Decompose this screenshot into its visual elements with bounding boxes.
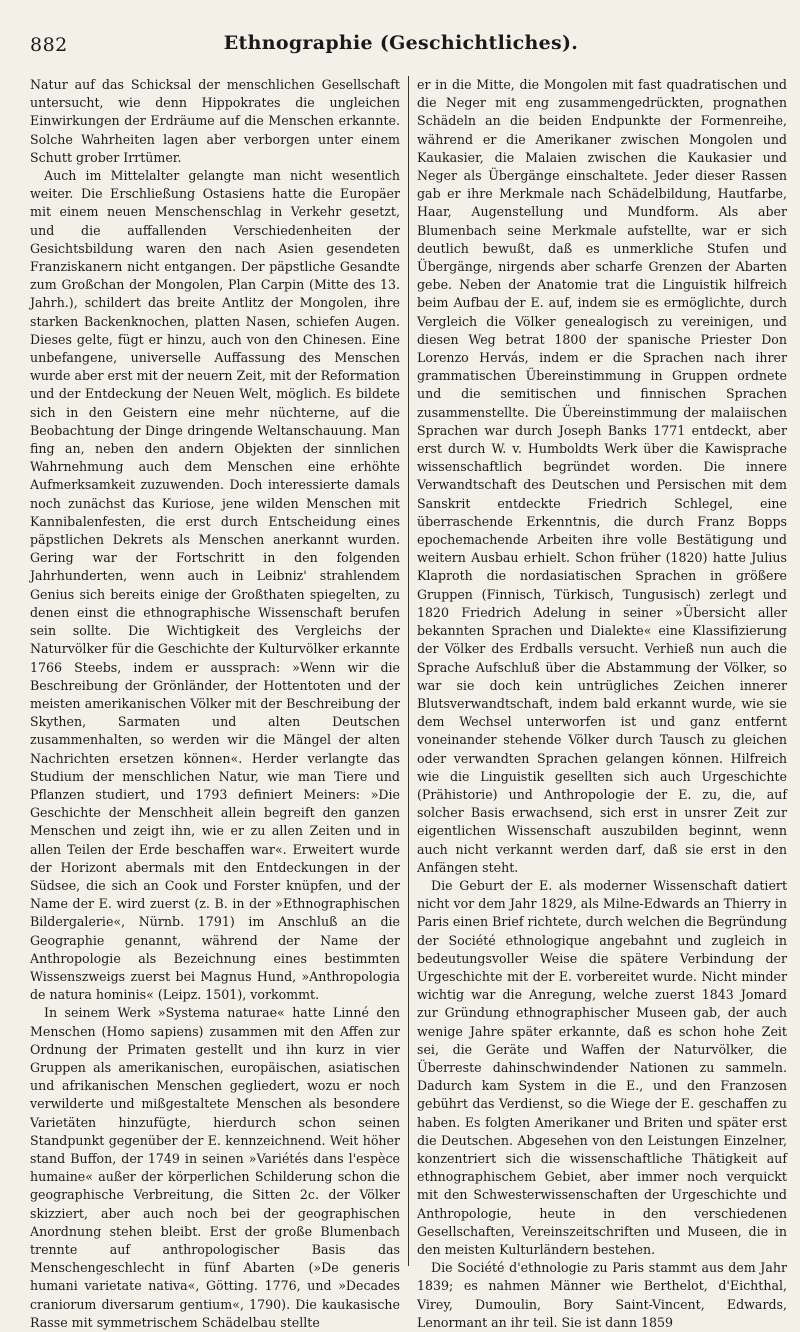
paragraph: Die Geburt der E. als moderner Wissenschaft datiert nicht vor dem Jahr 1829, als Milne-Edwards an Thierry in Paris einen Brief richtete, durch welchen die Begründung der Société ethnologique angebahnt und zugleich in bedeutungsvoller Weise die spätere Verbindung der Urgeschichte mit der E. vorbereitet wurde. Nicht minder wichtig war die Anregung, welche zuerst 1843 Jomard zur Gründung ethnographischer Museen gab, der auch wenige Jahre später erkannte, daß es schon hohe Zeit sei, die Geräte und Waffen der Naturvölker, die Überreste dahinschwindender Nationen zu sammeln. Dadurch kam System in die E., und den Franzosen gebührt das Verdienst, so die Wiege der E. geschaffen zu haben. Es folgten Amerikaner und Briten und später erst die Deutschen. Abgesehen von den Leistungen Einzelner, konzentriert sich die wissenschaftliche Thätigkeit auf ethnographischem Gebiet, aber immer noch verquickt mit den Schwesterwissenschaften der Urgeschichte und Anthropologie, heute in den verschiedenen Gesellschaften, Vereinszeitschriften und Museen, die in den meisten Kulturländern bestehen. [417, 877, 788, 1257]
paragraph: Die Société d'ethnologie zu Paris stammt aus dem Jahr 1839; es nahmen Männer wie Berthelot, d'Eichthal, Virey, Dumoulin, Bory Saint-Vincent, Edwards, Lenormant an ihr teil. Sie ist dann 1859 [417, 1260, 787, 1330]
paragraph: Natur auf das Schicksal der menschlichen Gesellschaft untersucht, wie denn Hippokrates die ungleichen Einwirkungen der Erdräume auf die Menschen erkannte. Solche Wahrheiten lagen aber verborgen unter einem Schutt grober Irrtümer. [30, 77, 400, 165]
paragraph: Auch im Mittelalter gelangte man nicht wesentlich weiter. Die Erschließung Ostasiens hatte die Europäer mit einem neuen Menschenschlag in Verkehr gesetzt, und die auffallenden Verschiedenheiten der Gesichtsbildung waren den nach Asien gesendeten Franziskanern nicht entgangen. Der päpstliche Gesandte zum Großchan der Mongolen, Plan Carpin (Mitte des 13. Jahrh.), schildert das breite Antlitz der Mongolen, ihre starken Backenknochen, platten Nasen, schiefen Augen. Dieses gelte, fügt er hinzu, auch von den Chinesen. Eine unbefangene, universelle Auffassung des Menschen wurde aber erst mit der neuern Zeit, mit der Reformation und der Entdeckung der Neuen Welt, möglich. Es bildete sich in den Geistern eine mehr nüchterne, auf die Beobachtung der Dinge dringende Weltanschauung. Man fing an, neben den andern Objekten der sinnlichen Wahrnehmung auch dem Menschen eine erhöhte Aufmerksamkeit zuzuwenden. Doch interessierte damals noch zunächst das Kuriose, jene wilden Menschen mit Kannibalenfesten, die erst durch Entscheidung eines päpstlichen Dekrets als Menschen anerkannt wurden. Gering war der Fortschritt in den folgenden Jahrhunderten, wenn auch in Leibniz' strahlendem Genius sich bereits einige der Großthaten spiegelten, zu denen einst die ethnographische Wissenschaft berufen sein sollte. Die Wichtigkeit des Vergleichs der Naturvölker für die Geschichte der Kulturvölker erkannte 1766 Steebs, indem er aussprach: »Wenn wir die Beschreibung der Grönländer, der Hottentoten und der meisten amerikanischen Völker mit der Beschreibung der Skythen, Sarmaten und alten Deutschen zusammenhalten, so werden wir die Mängel der alten Nachrichten ersetzen können«. Herder verlangte das Studium der menschlichen Natur, wie man Tiere und Pflanzen studiert, und 1793 definiert Meiners: »Die Geschichte der Menschheit allein begreift den ganzen Menschen und zeigt ihn, wie er zu allen Zeiten und in allen Teilen der Erde beschaffen war«. Erweitert wurde der Horizont abermals mit den Entdeckungen in der Südsee, die sich an Cook und Forster knüpfen, und der Name der E. wird zuerst (z. B. in der »Ethnographischen Bildergalerie«, Nürnb. 1791) im Anschluß an die Geographie genannt, während der Name der Anthropologie als Bezeichnung eines bestimmten Wissenszweigs zuerst bei Magnus Hund, »Anthropologia de natura hominis« (Leipz. 1501), vorkommt. [30, 168, 400, 1003]
column-divider [408, 76, 409, 1266]
paragraph: er in die Mitte, die Mongolen mit fast quadratischen und die Neger mit eng zusammengedrückten, prognathen Schädeln an die beiden Endpunkte der Formenreihe, während er die Amerikaner zwischen Mongolen und Kaukasier, die Malaien zwischen die Kaukasier und Neger als Übergänge einschaltete. Jeder dieser Rassen gab er ihre Merkmale nach Schädelbildung, Hautfarbe, Haar, Augenstellung und Mundform. Als aber Blumenbach seine Merkmale aufstellte, war er sich deutlich bewußt, daß es unmerkliche Stufen und Übergänge, nirgends aber scharfe Grenzen der Abarten gebe. Neben der Anatomie trat die Linguistik hilfreich beim Aufbau der E. auf, indem sie es ermöglichte, durch Vergleich die Völker genealogisch zu vereinigen, und diesen Weg betrat 1800 der spanische Priester Don Lorenzo Hervás, indem er die Sprachen nach ihrer grammatischen Übereinstimmung in Gruppen ordnete und die semitischen und finnischen Sprachen zusammenstellte. Die Übereinstimmung der malaiischen Sprachen war durch Joseph Banks 1771 entdeckt, aber erst durch W. v. Humboldts Werk über die Kawisprache wissenschaftlich begründet worden. Die innere Verwandtschaft des Deutschen und Persischen mit dem Sanskrit entdeckte Friedrich Schlegel, eine überraschende Erkenntnis, die durch Franz Bopps epochemachende Arbeiten ihre volle Bestätigung und weitern Ausbau erhielt. Schon früher (1820) hatte Julius Klaproth die nordasiatischen Sprachen in größere Gruppen (Finnisch, Türkisch, Tungusisch) zerlegt und 1820 Friedrich Adelung in seiner »Übersicht aller bekannten Sprachen und Dialekte« eine Klassifizierung der Völker des Erdballs versucht. Verhieß nun auch die Sprache Aufschluß über die Abstammung der Völker, so war sie doch kein untrügliches Zeichen innerer Blutsverwandtschaft, indem bald erkannt wurde, wie sie dem Wechsel unterworfen ist und ganz entfernt voneinander stehende Völker durch Tausch zu gleichen oder verwandten Sprachen gelangen können. Hilfreich wie die Linguistik gesellten sich auch Urgeschichte (Prähistorie) und Anthropologie der E. zu, die, auf solcher Basis erwachsend, sich erst in unsrer Zeit zur eigentlichen Wissenschaft auszubilden beginnt, wenn auch nicht verkannt werden darf, daß sie erst in den Anfängen steht. [417, 77, 787, 875]
paragraph: In seinem Werk »Systema naturae« hatte Linné den Menschen (Homo sapiens) zusammen mit den Affen zur Ordnung der Primaten gestellt und ihn kurz in vier Gruppen als amerikanischen, europäischen, asiatischen und afrikanischen Menschen gegliedert, wozu er noch verwilderte und mißgestaltete Menschen als besondere Varietäten hinzufügte, hierdurch schon seinen Standpunkt gegenüber der E. kennzeichnend. Weit höher stand Buffon, der 1749 in seinen »Variétés dans l'espèce humaine« außer der körperlichen Schilderung schon die geographische Verbreitung, die Sitten 2c. der Völker skizziert, aber auch noch bei der geographischen Anordnung stehen bleibt. Erst der große Blumenbach trennte auf anthropologischer Basis das Menschengeschlecht in fünf Abarten (»De generis humani varietate nativa«, Götting. 1776, und »Decades craniorum diversarum gentium«, 1790). Die kaukasische Rasse mit symmetrischem Schädelbau stellte [30, 1005, 400, 1330]
left-column [30, 76, 400, 1330]
right-column [417, 76, 788, 1330]
page-number: 882 [30, 34, 68, 56]
page-header [30, 30, 772, 64]
running-title: Ethnographie (Geschichtliches). [223, 32, 579, 54]
